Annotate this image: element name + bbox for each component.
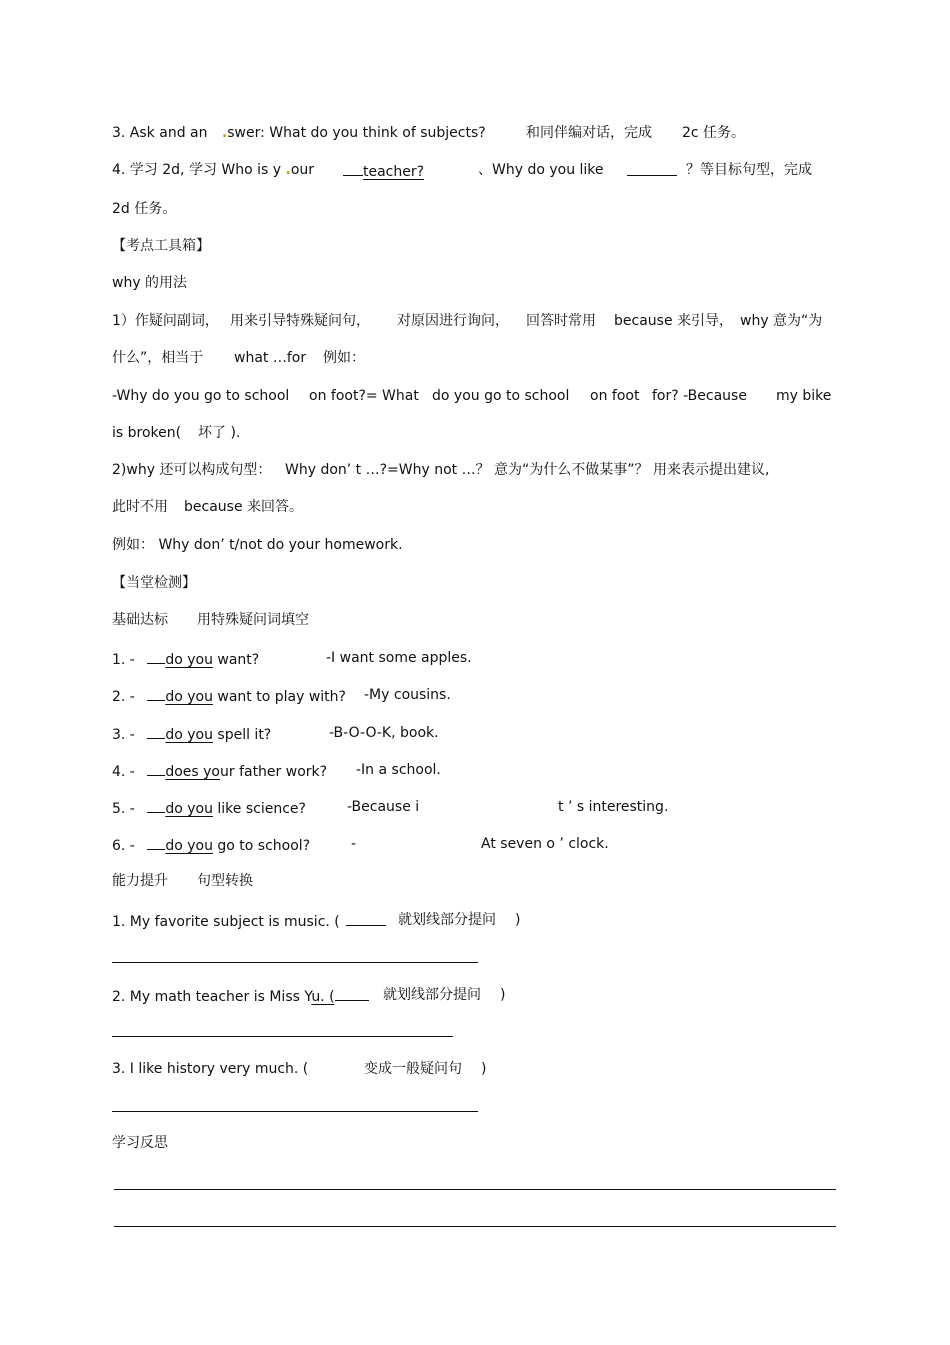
- point-1-a: 1）作疑问副词，: [112, 313, 219, 329]
- point-2-a: 2)why 还可以构成句型：: [112, 462, 272, 478]
- task-3-text-b: swer: What do you think of subjects?: [227, 125, 486, 141]
- fill-rest: ur father work?: [219, 764, 328, 780]
- fill-num: 3. -: [112, 727, 135, 743]
- fill-item-6: [112, 835, 310, 855]
- task-4-cont: 2d 任务。: [112, 201, 177, 217]
- fill-item-2: [112, 686, 346, 706]
- task-4-target: ？等目标句型，完成: [686, 162, 812, 178]
- fill-rest: go to school?: [212, 838, 311, 854]
- example-1-b: on foot?= What: [309, 388, 419, 404]
- task-3-mark: .: [221, 125, 228, 141]
- example-2: 例如： Why don’ t/not do your homework.: [112, 537, 403, 553]
- transform-2-text: 2. My math teacher is Miss Y: [112, 989, 312, 1005]
- transform-2-underlined: u. (: [311, 989, 335, 1005]
- example-1-c: do you go to school: [432, 388, 570, 404]
- transform-3-instruction: 变成一般疑问句: [364, 1061, 462, 1077]
- task-3-cn: 和同伴编对话，完成: [526, 125, 652, 141]
- transform-1-instruction: 就划线部分提问: [398, 912, 496, 928]
- fill-answer-5: -Because i: [347, 799, 420, 815]
- fill-answer-6: -: [351, 836, 357, 852]
- check-heading: 【当堂检测】: [112, 575, 196, 591]
- answer-line-1[interactable]: [112, 962, 478, 963]
- fill-num: 5. -: [112, 801, 135, 817]
- fill-blank: [147, 798, 165, 813]
- point-1-e: because 来引导，: [614, 313, 734, 329]
- fill-num: 4. -: [112, 764, 135, 780]
- point-1-c: 对原因进行询问，: [397, 313, 509, 329]
- transform-3-close: ): [481, 1061, 487, 1077]
- transform-2-instruction: 就划线部分提问: [383, 987, 481, 1003]
- fill-underlined: do you: [165, 727, 213, 743]
- transform-2: [112, 986, 369, 1006]
- answer-line-2[interactable]: [112, 1036, 453, 1037]
- task-4-text-a: 4. 学习 2d, 学习 Who is y: [112, 162, 282, 178]
- fill-underlined: do you: [165, 652, 213, 668]
- task-4-teacher-text: teacher?: [363, 164, 425, 180]
- fill-underlined: do you: [165, 689, 213, 705]
- fill-answer-1: -I want some apples.: [326, 650, 472, 666]
- reflection-line-1[interactable]: [114, 1189, 836, 1190]
- fill-answer-4: -In a school.: [356, 762, 441, 778]
- reflection-line-2[interactable]: [114, 1226, 836, 1227]
- task-4-teacher: [343, 161, 424, 181]
- toolbox-heading: 【考点工具箱】: [112, 238, 210, 254]
- transform-1-blank: [346, 911, 386, 926]
- fill-blank: [147, 835, 165, 850]
- fill-underlined: do you: [165, 838, 213, 854]
- task-4-text-b: our: [290, 162, 315, 178]
- transform-3-text: 3. I like history very much. (: [112, 1061, 309, 1077]
- task-3-text-a: 3. Ask and an: [112, 125, 208, 141]
- point-2-b: Why don’ t …?=Why not …？ 意为“为什么不做某事”？ 用来表示提出建议,: [285, 462, 770, 478]
- fill-underlined: does yo: [165, 764, 220, 780]
- fill-num: 2. -: [112, 689, 135, 705]
- point-1-line2-a: 什么”，相当于: [112, 350, 204, 366]
- fill-item-4: [112, 761, 327, 781]
- transform-1-text: 1. My favorite subject is music. (: [112, 914, 340, 930]
- transform-1-close: ): [515, 912, 521, 928]
- task-4-line: [112, 161, 314, 179]
- example-1-f: my bike: [776, 388, 832, 404]
- task-4-mark: .: [285, 162, 291, 178]
- point-1-b: 用来引导特殊疑问句，: [230, 313, 370, 329]
- fill-item-5: [112, 798, 306, 818]
- reflection-heading: 学习反思: [112, 1135, 168, 1151]
- fill-rest: spell it?: [212, 727, 272, 743]
- answer-line-3[interactable]: [112, 1111, 478, 1112]
- point-1-line2-c: 例如：: [323, 350, 365, 366]
- fill-underlined: do you: [165, 801, 213, 817]
- fill-blank: [147, 724, 165, 739]
- point-1-line2-b: what …for: [234, 350, 307, 366]
- fill-rest: want?: [212, 652, 260, 668]
- fill-rest: like science?: [212, 801, 306, 817]
- task-3-line: [112, 124, 486, 142]
- transform-2-close: ): [500, 987, 506, 1003]
- fill-num: 6. -: [112, 838, 135, 854]
- task-4-blank-2-wrap: [627, 161, 677, 181]
- why-usage-heading: why 的用法: [112, 275, 188, 291]
- fill-answer-2: -My cousins.: [364, 687, 451, 703]
- fill-answer-5-b: t ’ s interesting.: [558, 799, 669, 815]
- fill-answer-6-b: At seven o ’ clock.: [481, 836, 609, 852]
- fill-rest: want to play with?: [212, 689, 346, 705]
- transform-1: [112, 911, 386, 931]
- point-1-f: why 意为“为: [740, 313, 823, 329]
- example-1-e: for? -Because: [652, 388, 747, 404]
- ability-instruction: 句型转换: [197, 873, 253, 889]
- task-4-blank-2: [627, 161, 677, 176]
- example-1-line2-b: 坏了 ).: [198, 425, 241, 441]
- transform-2-blank: [335, 986, 369, 1001]
- task-4-blank-1: [343, 161, 363, 176]
- fill-item-1: [112, 649, 259, 669]
- example-1-line2-a: is broken(: [112, 425, 182, 441]
- task-3-cn-2: 2c 任务。: [682, 125, 746, 141]
- fill-answer-3: -B-O-O-K, book.: [329, 725, 439, 741]
- ability-heading: 能力提升: [112, 873, 168, 889]
- fill-blank: [147, 761, 165, 776]
- point-2-line2-a: 此时不用: [112, 499, 168, 515]
- fill-num: 1. -: [112, 652, 135, 668]
- example-1-d: on foot: [590, 388, 640, 404]
- example-1-a: -Why do you go to school: [112, 388, 290, 404]
- task-4-why-like: 、Why do you like: [478, 162, 604, 178]
- fill-blank: [147, 649, 165, 664]
- point-1-d: 回答时常用: [526, 313, 596, 329]
- point-2-line2-b: because 来回答。: [184, 499, 304, 515]
- fill-item-3: [112, 724, 271, 744]
- basic-instruction: 用特殊疑问词填空: [197, 612, 309, 628]
- fill-blank: [147, 686, 165, 701]
- basic-heading: 基础达标: [112, 612, 168, 628]
